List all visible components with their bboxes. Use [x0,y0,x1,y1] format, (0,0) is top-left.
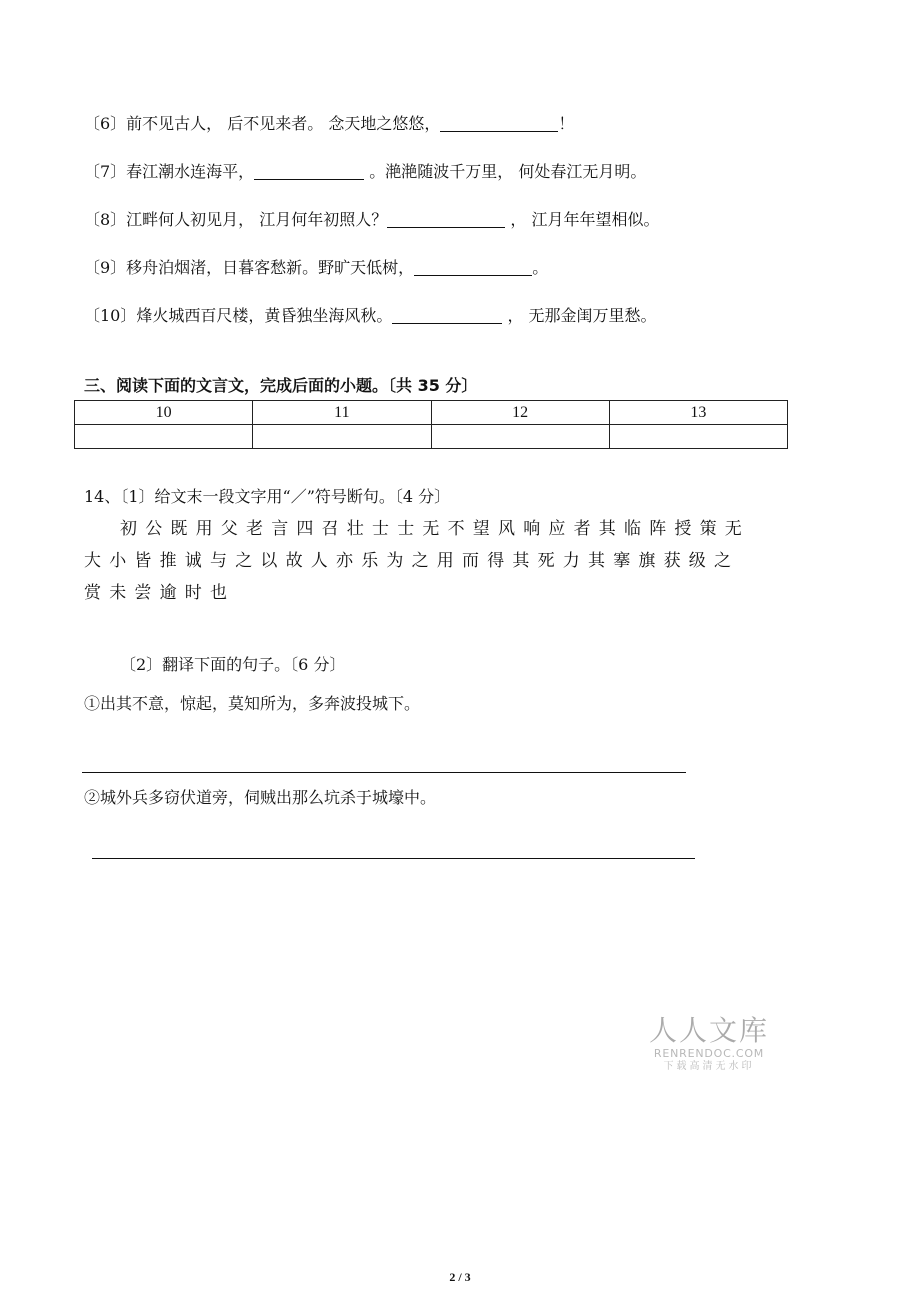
watermark-url: RENRENDOC.COM [653,1047,765,1060]
blank-item-text: 〔8〕江畔何人初见月， 江月何年初照人？ [84,210,388,229]
blank-item-text: 。 [532,258,549,277]
blank-item-6 [84,114,574,134]
blank-item-text: 。滟滟随波千万里， 何处春江无月明。 [364,162,647,181]
answer-table [74,400,788,449]
q14-part2-prompt: 〔2〕翻译下面的句子。〔6 分〕 [120,655,346,674]
answer-blank[interactable] [414,259,532,276]
answer-table-header: 11 [253,401,431,425]
answer-line[interactable] [82,772,686,773]
page-number: 2 / 3 [449,1270,471,1284]
answer-line[interactable] [92,858,695,859]
q14-part1-prompt: 14、〔1〕给文末一段文字用“／”符号断句。〔4 分〕 [84,487,451,506]
translate-sentence-2: ②城外兵多窃伏道旁，伺贼出那么坑杀于城壕中。 [84,788,437,807]
blank-item-text: 〔7〕春江潮水连海平， [84,162,255,181]
watermark-title: 人人文库 [648,1014,769,1047]
blank-item-text: 〔10〕烽火城西百尺楼，黄昏独坐海风秋。 [84,306,393,325]
answer-blank[interactable] [254,163,364,180]
blank-item-text: 〔6〕前不见古人， 后不见来者。 念天地之悠悠， [84,114,441,133]
blank-item-9 [84,258,548,278]
passage-line: 赏未尝逾时也 [84,583,236,603]
answer-cell[interactable] [253,425,431,449]
answer-table-header: 13 [609,401,787,425]
section-heading: 三、阅读下面的文言文，完成后面的小题。〔共 35 分〕 [84,376,478,395]
blank-item-text: ， 江月年年望相似。 [505,210,660,229]
blank-item-7 [84,162,646,182]
passage-line: 初公既用父老言四召壮士士无不望风响应者其临阵授策无 [120,519,750,539]
blank-item-text: ！ [558,114,575,133]
watermark [648,1015,770,1073]
answer-blank[interactable] [440,115,558,132]
watermark-subtitle: 下载高清无水印 [663,1061,755,1072]
answer-cell[interactable] [431,425,609,449]
answer-table-header-row [75,401,788,425]
translate-sentence-1: ①出其不意，惊起，莫知所为，多奔波投城下。 [84,694,421,713]
answer-blank[interactable] [392,307,502,324]
blank-item-text: ， 无那金闺万里愁。 [502,306,657,325]
blank-item-text: 〔9〕移舟泊烟渚，日暮客愁新。野旷天低树， [84,258,415,277]
answer-cell[interactable] [75,425,253,449]
answer-table-header: 10 [75,401,253,425]
passage-line: 大小皆推诚与之以故人亦乐为之用而得其死力其搴旗获级之 [84,551,740,571]
blank-item-10 [84,306,657,326]
answer-blank[interactable] [387,211,505,228]
blank-item-8 [84,210,659,230]
answer-table-header: 12 [431,401,609,425]
answer-table-row [75,425,788,449]
answer-cell[interactable] [609,425,787,449]
